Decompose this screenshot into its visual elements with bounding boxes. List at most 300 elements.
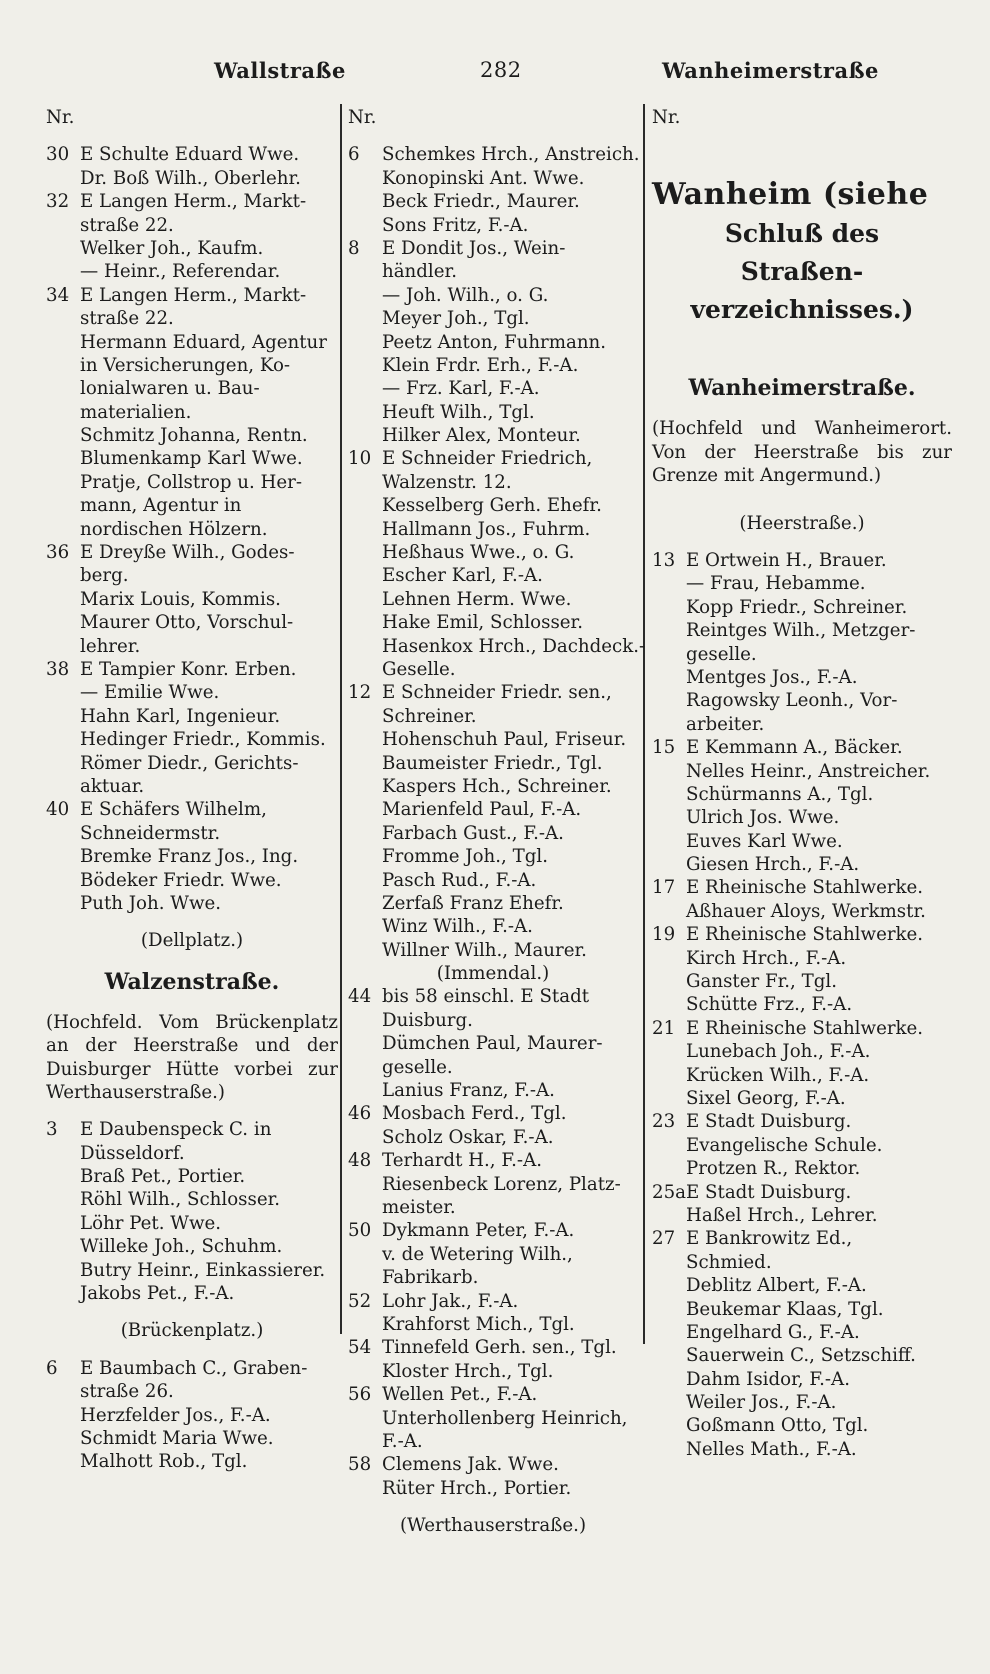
cross-street: (Brückenplatz.) xyxy=(120,1320,264,1342)
entry-text: Konopinski Ant. Wwe. xyxy=(382,167,585,189)
entry-text: Nelles Math., F.-A. xyxy=(686,1438,857,1460)
entry-text: E Schulte Eduard Wwe. xyxy=(80,144,300,166)
entry-text: lonialwaren u. Bau- xyxy=(80,378,260,400)
entry-text: Lehnen Herm. Wwe. xyxy=(382,588,572,610)
entry-text: Schemkes Hrch., Anstreich. xyxy=(382,144,640,166)
entry-text: — Heinr., Referendar. xyxy=(80,261,281,283)
house-number: 32 xyxy=(46,191,70,213)
cross-street: (Dellplatz.) xyxy=(140,930,244,952)
entry-text: E Schneider Friedrich, xyxy=(382,448,593,470)
directory-entry xyxy=(46,588,338,611)
entry-text: Pasch Rud., F.-A. xyxy=(382,869,537,891)
entry-text: händler. xyxy=(382,261,457,283)
house-number: 13 xyxy=(652,550,676,572)
entry-text: Kaspers Hch., Schreiner. xyxy=(382,775,612,797)
directory-entry xyxy=(46,822,338,845)
directory-entry xyxy=(348,1079,638,1102)
entry-text: Engelhard G., F.-A. xyxy=(686,1321,860,1343)
directory-entry xyxy=(348,447,638,470)
entry-text: E Schneider Friedr. sen., xyxy=(382,682,612,704)
entry-text: Riesenbeck Lorenz, Platz- xyxy=(382,1173,621,1195)
entry-text: — Joh. Wilh., o. G. xyxy=(382,284,549,306)
wanheimerstrasse-entries xyxy=(652,549,952,1461)
directory-entry xyxy=(652,783,952,806)
entry-text: E Dondit Jos., Wein- xyxy=(382,237,566,259)
entry-text: Beukemar Klaas, Tgl. xyxy=(686,1298,884,1320)
entry-text: Hasenkox Hrch., Dachdeck.- xyxy=(382,635,646,657)
directory-entry xyxy=(348,728,638,751)
house-number: 15 xyxy=(652,737,676,759)
entry-text: Krahforst Mich., Tgl. xyxy=(382,1313,575,1335)
directory-entry xyxy=(652,1040,952,1063)
directory-entry xyxy=(348,1266,638,1289)
entry-text: nordischen Hölzern. xyxy=(80,518,268,540)
directory-entry xyxy=(348,869,638,892)
house-number: 38 xyxy=(46,658,70,680)
directory-entry xyxy=(652,1181,952,1204)
column-middle xyxy=(348,106,646,1537)
wanheim-reference-2: Schluß des xyxy=(724,219,880,249)
house-number: 8 xyxy=(348,237,360,259)
entry-text: — Emilie Wwe. xyxy=(80,682,220,704)
street-title: Walzenstraße. xyxy=(104,968,280,995)
entry-text: straße 26. xyxy=(80,1381,174,1403)
entry-text: v. de Wetering Wilh., xyxy=(382,1243,573,1265)
directory-entry xyxy=(652,993,952,1016)
house-number: 23 xyxy=(652,1111,676,1133)
entry-text: Heuft Wilh., Tgl. xyxy=(382,401,535,423)
directory-entry xyxy=(348,424,638,447)
entry-text: Kesselberg Gerh. Ehefr. xyxy=(382,495,602,517)
walzenstrasse-entries-2 xyxy=(46,1357,338,1474)
house-number: 19 xyxy=(652,924,676,946)
entry-text: Walzenstr. 12. xyxy=(382,471,512,493)
directory-entry xyxy=(348,354,638,377)
directory-entry xyxy=(652,830,952,853)
entry-text: Hilker Alex, Monteur. xyxy=(382,425,581,447)
entry-text: Mentges Jos., F.-A. xyxy=(686,666,858,688)
directory-entry xyxy=(652,1298,952,1321)
directory-entry xyxy=(348,822,638,845)
directory-entry xyxy=(348,1407,638,1430)
entry-text: Sixel Georg, F.-A. xyxy=(686,1088,846,1109)
entry-text: E Rheinische Stahlwerke. xyxy=(686,1017,924,1039)
directory-entry xyxy=(652,1414,952,1437)
entry-text: Willner Wilh., Maurer. xyxy=(382,939,587,961)
entry-text: E Kemmann A., Bäcker. xyxy=(686,737,903,759)
directory-entry xyxy=(348,1313,638,1336)
entry-text: Clemens Jak. Wwe. xyxy=(382,1454,559,1476)
entry-text: Puth Joh. Wwe. xyxy=(80,892,222,914)
entry-text: E Rheinische Stahlwerke. xyxy=(686,877,924,899)
entry-text: Baumeister Friedr., Tgl. xyxy=(382,752,603,774)
directory-entry xyxy=(46,1450,338,1473)
directory-entry xyxy=(652,853,952,876)
directory-entry xyxy=(652,947,952,970)
directory-entry xyxy=(46,214,338,237)
walzenstrasse-entries-4 xyxy=(348,985,638,1500)
entry-text: in Versicherungen, Ko- xyxy=(80,354,291,376)
house-number: 48 xyxy=(348,1150,372,1172)
entry-text: Willeke Joh., Schuhm. xyxy=(80,1236,283,1258)
directory-entry xyxy=(348,1243,638,1266)
entry-text: Ragowsky Leonh., Vor- xyxy=(686,690,898,712)
house-number: 12 xyxy=(348,682,372,704)
header-left-street: Wallstraße xyxy=(214,58,346,83)
entry-text: Haßel Hrch., Lehrer. xyxy=(686,1204,878,1226)
entry-text: Schürmanns A., Tgl. xyxy=(686,783,874,805)
entry-text: geselle. xyxy=(382,1056,453,1078)
street-title: Wanheimerstraße. xyxy=(688,375,916,402)
house-number: 27 xyxy=(652,1228,676,1250)
entry-text: Löhr Pet. Wwe. xyxy=(80,1212,222,1234)
entry-text: Blumenkamp Karl Wwe. xyxy=(80,448,303,470)
directory-entry xyxy=(652,1134,952,1157)
directory-entry xyxy=(652,1064,952,1087)
entry-text: Ganster Fr., Tgl. xyxy=(686,971,837,993)
entry-text: E Ortwein H., Brauer. xyxy=(686,550,887,572)
entry-text: Bremke Franz Jos., Ing. xyxy=(80,846,299,868)
house-number: 58 xyxy=(348,1454,372,1476)
column-left xyxy=(46,106,338,1474)
entry-text: Fromme Joh., Tgl. xyxy=(382,846,548,868)
directory-entry xyxy=(46,1380,338,1403)
entry-text: Weiler Jos., F.-A. xyxy=(686,1392,837,1414)
directory-entry xyxy=(46,845,338,868)
directory-entry xyxy=(348,1360,638,1383)
directory-entry xyxy=(348,1149,638,1172)
directory-entry xyxy=(652,806,952,829)
entry-text: geselle. xyxy=(686,643,757,665)
entry-text: E Schäfers Wilhelm, xyxy=(80,799,267,821)
directory-entry xyxy=(348,1430,638,1453)
entry-text: Tinnefeld Gerh. sen., Tgl. xyxy=(382,1337,617,1359)
directory-entry xyxy=(46,494,338,517)
entry-text: Hedinger Friedr., Kommis. xyxy=(80,729,326,751)
cross-street: (Heerstraße.) xyxy=(739,512,865,534)
directory-entry xyxy=(46,1212,338,1235)
directory-entry xyxy=(348,167,638,190)
directory-entry xyxy=(348,518,638,541)
directory-entry xyxy=(348,892,638,915)
directory-entry xyxy=(652,713,952,736)
directory-entry xyxy=(652,760,952,783)
directory-entry xyxy=(46,1142,338,1165)
house-number: 44 xyxy=(348,986,372,1008)
entry-text: Ulrich Jos. Wwe. xyxy=(686,807,840,829)
entry-text: Maurer Otto, Vorschul- xyxy=(80,612,294,634)
directory-entry xyxy=(348,681,638,704)
directory-entry xyxy=(46,728,338,751)
entry-text: arbeiter. xyxy=(686,713,765,735)
directory-entry xyxy=(348,190,638,213)
entry-text: mann, Agentur in xyxy=(80,495,242,517)
house-number: 25a xyxy=(652,1181,686,1203)
entry-text: Schmidt Maria Wwe. xyxy=(80,1428,274,1450)
directory-entry xyxy=(46,1357,338,1380)
entry-text: Pratje, Collstrop u. Her- xyxy=(80,471,302,493)
directory-entry xyxy=(46,377,338,400)
wanheim-reference-1: Wanheim (siehe xyxy=(652,177,929,213)
directory-entry xyxy=(652,689,952,712)
entry-text: Lohr Jak., F.-A. xyxy=(382,1290,519,1312)
entry-text: Giesen Hrch., F.-A. xyxy=(686,854,860,876)
wallstrasse-entries xyxy=(46,143,338,915)
directory-entry xyxy=(46,401,338,424)
directory-entry xyxy=(652,1321,952,1344)
entry-text: Marix Louis, Kommis. xyxy=(80,588,281,610)
entry-text: Röhl Wilh., Schlosser. xyxy=(80,1189,281,1211)
directory-entry xyxy=(46,237,338,260)
directory-entry xyxy=(46,752,338,775)
house-number: 40 xyxy=(46,799,70,821)
directory-entry xyxy=(348,1173,638,1196)
entry-text: Meyer Joh., Tgl. xyxy=(382,308,530,330)
directory-entry xyxy=(46,635,338,658)
entry-text: Fabrikarb. xyxy=(382,1267,479,1289)
entry-text: Kopp Friedr., Schreiner. xyxy=(686,596,908,618)
cross-street: (Immendal.) xyxy=(436,963,550,985)
directory-entry xyxy=(348,939,638,962)
house-number: 34 xyxy=(46,284,70,306)
entry-text: Schreiner. xyxy=(382,705,477,727)
directory-entry xyxy=(46,869,338,892)
directory-entry xyxy=(46,1235,338,1258)
entry-text: Beck Friedr., Maurer. xyxy=(382,191,580,213)
directory-entry xyxy=(46,681,338,704)
column-divider-2 xyxy=(643,104,645,1344)
entry-text: F.-A. xyxy=(382,1430,423,1452)
directory-entry xyxy=(348,1196,638,1219)
entry-text: Krücken Wilh., F.-A. xyxy=(686,1064,870,1086)
directory-entry xyxy=(348,845,638,868)
directory-entry xyxy=(348,1126,638,1149)
house-number: 6 xyxy=(46,1357,58,1379)
directory-entry xyxy=(348,1009,638,1032)
entry-text: Düsseldorf. xyxy=(80,1142,185,1164)
entry-text: Winz Wilh., F.-A. xyxy=(382,916,533,938)
entry-text: Schneidermstr. xyxy=(80,822,221,844)
entry-text: E Stadt Duisburg. xyxy=(686,1181,852,1203)
entry-text: Braß Pet., Portier. xyxy=(80,1166,246,1188)
directory-entry xyxy=(348,1477,638,1500)
house-number: 36 xyxy=(46,542,70,564)
entry-text: Euves Karl Wwe. xyxy=(686,830,843,852)
nr-label: Nr. xyxy=(652,107,681,128)
directory-entry xyxy=(348,1336,638,1359)
directory-entry xyxy=(652,1087,952,1110)
directory-entry xyxy=(348,401,638,424)
entry-text: E Stadt Duisburg. xyxy=(686,1111,852,1133)
entry-text: Schütte Frz., F.-A. xyxy=(686,994,853,1016)
entry-text: berg. xyxy=(80,565,129,587)
directory-entry xyxy=(348,541,638,564)
directory-entry xyxy=(652,1251,952,1274)
entry-text: bis 58 einschl. E Stadt xyxy=(382,986,590,1008)
directory-entry xyxy=(348,564,638,587)
directory-entry xyxy=(348,1056,638,1079)
entry-text: straße 22. xyxy=(80,308,174,330)
directory-entry xyxy=(46,307,338,330)
directory-entry xyxy=(348,752,638,775)
directory-entry xyxy=(46,167,338,190)
directory-entry xyxy=(652,549,952,572)
nr-label: Nr. xyxy=(46,107,75,128)
entry-text: Schmied. xyxy=(686,1251,772,1273)
directory-entry xyxy=(348,775,638,798)
entry-text: Jakobs Pet., F.-A. xyxy=(80,1283,235,1305)
directory-entry xyxy=(348,1290,638,1313)
directory-entry xyxy=(652,923,952,946)
directory-entry xyxy=(348,471,638,494)
entry-text: Evangelische Schule. xyxy=(686,1134,883,1156)
house-number: 56 xyxy=(348,1384,372,1406)
directory-entry xyxy=(348,1383,638,1406)
directory-entry xyxy=(348,985,638,1008)
directory-entry xyxy=(652,900,952,923)
house-number: 10 xyxy=(348,448,372,470)
directory-entry xyxy=(46,1427,338,1450)
entry-text: Reintges Wilh., Metzger- xyxy=(686,620,916,642)
entry-text: Sons Fritz, F.-A. xyxy=(382,214,529,236)
entry-text: E Langen Herm., Markt- xyxy=(80,284,307,306)
walzenstrasse-entries-3 xyxy=(348,143,646,962)
directory-entry xyxy=(46,331,338,354)
directory-entry xyxy=(46,775,338,798)
directory-entry xyxy=(46,1118,338,1141)
entry-text: — Frz. Karl, F.-A. xyxy=(382,378,540,400)
entry-text: Scholz Oskar, F.-A. xyxy=(382,1126,554,1148)
entry-text: Hahn Karl, Ingenieur. xyxy=(80,705,281,727)
entry-text: Goßmann Otto, Tgl. xyxy=(686,1415,869,1437)
entry-text: Welker Joh., Kaufm. xyxy=(80,237,264,259)
house-number: 17 xyxy=(652,877,676,899)
directory-entry xyxy=(652,666,952,689)
house-number: 6 xyxy=(348,144,360,166)
directory-entry xyxy=(46,705,338,728)
directory-entry xyxy=(652,572,952,595)
entry-text: Dykmann Peter, F.-A. xyxy=(382,1220,575,1242)
directory-entry xyxy=(46,1188,338,1211)
entry-text: lehrer. xyxy=(80,635,141,657)
directory-entry xyxy=(348,494,638,517)
entry-text: Schmitz Johanna, Rentn. xyxy=(80,425,308,447)
directory-entry xyxy=(46,611,338,634)
directory-entry xyxy=(46,424,338,447)
directory-entry xyxy=(348,260,638,283)
directory-entry xyxy=(46,892,338,915)
entry-text: Dr. Boß Wilh., Oberlehr. xyxy=(80,167,301,189)
entry-text: Hallmann Jos., Fuhrm. xyxy=(382,518,591,540)
directory-entry xyxy=(652,1204,952,1227)
entry-text: aktuar. xyxy=(80,775,145,797)
directory-entry xyxy=(348,1219,638,1242)
directory-entry xyxy=(652,1368,952,1391)
page-number: 282 xyxy=(480,58,522,82)
directory-entry xyxy=(46,143,338,166)
entry-text: Zerfaß Franz Ehefr. xyxy=(382,892,564,914)
directory-entry xyxy=(46,447,338,470)
entry-text: Lunebach Joh., F.-A. xyxy=(686,1041,871,1063)
cross-street: (Werthauserstraße.) xyxy=(399,1515,587,1537)
entry-text: straße 22. xyxy=(80,214,174,236)
entry-text: Nelles Heinr., Anstreicher. xyxy=(686,760,931,782)
directory-entry xyxy=(348,284,638,307)
entry-text: Herzfelder Jos., F.-A. xyxy=(80,1404,271,1426)
directory-entry xyxy=(652,1110,952,1133)
directory-entry xyxy=(46,260,338,283)
entry-text: E Bankrowitz Ed., xyxy=(686,1228,853,1250)
directory-entry xyxy=(348,143,638,166)
entry-text: Hohenschuh Paul, Friseur. xyxy=(382,729,627,751)
directory-entry xyxy=(46,518,338,541)
directory-entry xyxy=(46,1165,338,1188)
directory-entry xyxy=(652,1344,952,1367)
directory-entry xyxy=(46,471,338,494)
directory-entry xyxy=(348,237,638,260)
directory-entry xyxy=(652,736,952,759)
directory-entry xyxy=(46,564,338,587)
directory-entry xyxy=(348,214,638,237)
entry-text: Wellen Pet., F.-A. xyxy=(382,1384,538,1406)
entry-text: Dümchen Paul, Maurer- xyxy=(382,1033,603,1055)
entry-text: Römer Diedr., Gerichts- xyxy=(80,752,299,774)
directory-entry xyxy=(652,1157,952,1180)
entry-text: Mosbach Ferd., Tgl. xyxy=(382,1103,567,1125)
directory-entry xyxy=(46,1404,338,1427)
directory-entry xyxy=(652,970,952,993)
nr-label: Nr. xyxy=(348,107,377,128)
entry-text: Deblitz Albert, F.-A. xyxy=(686,1275,867,1297)
column-divider-1 xyxy=(340,104,342,1334)
entry-text: E Daubenspeck C. in xyxy=(80,1119,272,1141)
directory-entry xyxy=(348,798,638,821)
street-description: (Hochfeld. Vom Brückenplatz an der Heerstraße und der Duisburger Hütte vorbei zur Werthauserstraße.) xyxy=(46,1011,338,1103)
entry-text: Aßhauer Aloys, Werkmstr. xyxy=(686,900,926,922)
directory-entry xyxy=(652,1391,952,1414)
house-number: 30 xyxy=(46,144,70,166)
directory-entry xyxy=(348,588,638,611)
directory-entry xyxy=(348,1032,638,1055)
directory-entry xyxy=(348,331,638,354)
directory-entry xyxy=(652,596,952,619)
entry-text: Terhardt H., F.-A. xyxy=(382,1150,542,1172)
directory-entry xyxy=(46,798,338,821)
entry-text: Farbach Gust., F.-A. xyxy=(382,822,564,844)
entry-text: Heßhaus Wwe., o. G. xyxy=(382,542,575,564)
entry-text: Geselle. xyxy=(382,658,456,680)
entry-text: Duisburg. xyxy=(382,1009,473,1031)
directory-entry xyxy=(348,1453,638,1476)
entry-text: Klein Frdr. Erh., F.-A. xyxy=(382,354,579,376)
entry-text: Kirch Hrch., F.-A. xyxy=(686,947,847,969)
directory-entry xyxy=(46,284,338,307)
entry-text: E Tampier Konr. Erben. xyxy=(80,658,297,680)
entry-text: Sauerwein C., Setzschiff. xyxy=(686,1345,916,1367)
directory-entry xyxy=(348,635,646,658)
directory-entry xyxy=(348,915,638,938)
house-number: 52 xyxy=(348,1290,372,1312)
directory-entry xyxy=(348,611,638,634)
directory-entry xyxy=(348,705,638,728)
directory-entry xyxy=(652,1438,952,1461)
entry-text: E Dreyße Wilh., Godes- xyxy=(80,542,295,564)
house-number: 54 xyxy=(348,1337,372,1359)
entry-text: Protzen R., Rektor. xyxy=(686,1158,861,1180)
directory-entry xyxy=(348,377,638,400)
entry-text: Unterhollenberg Heinrich, xyxy=(382,1407,628,1429)
entry-text: materialien. xyxy=(80,401,192,423)
